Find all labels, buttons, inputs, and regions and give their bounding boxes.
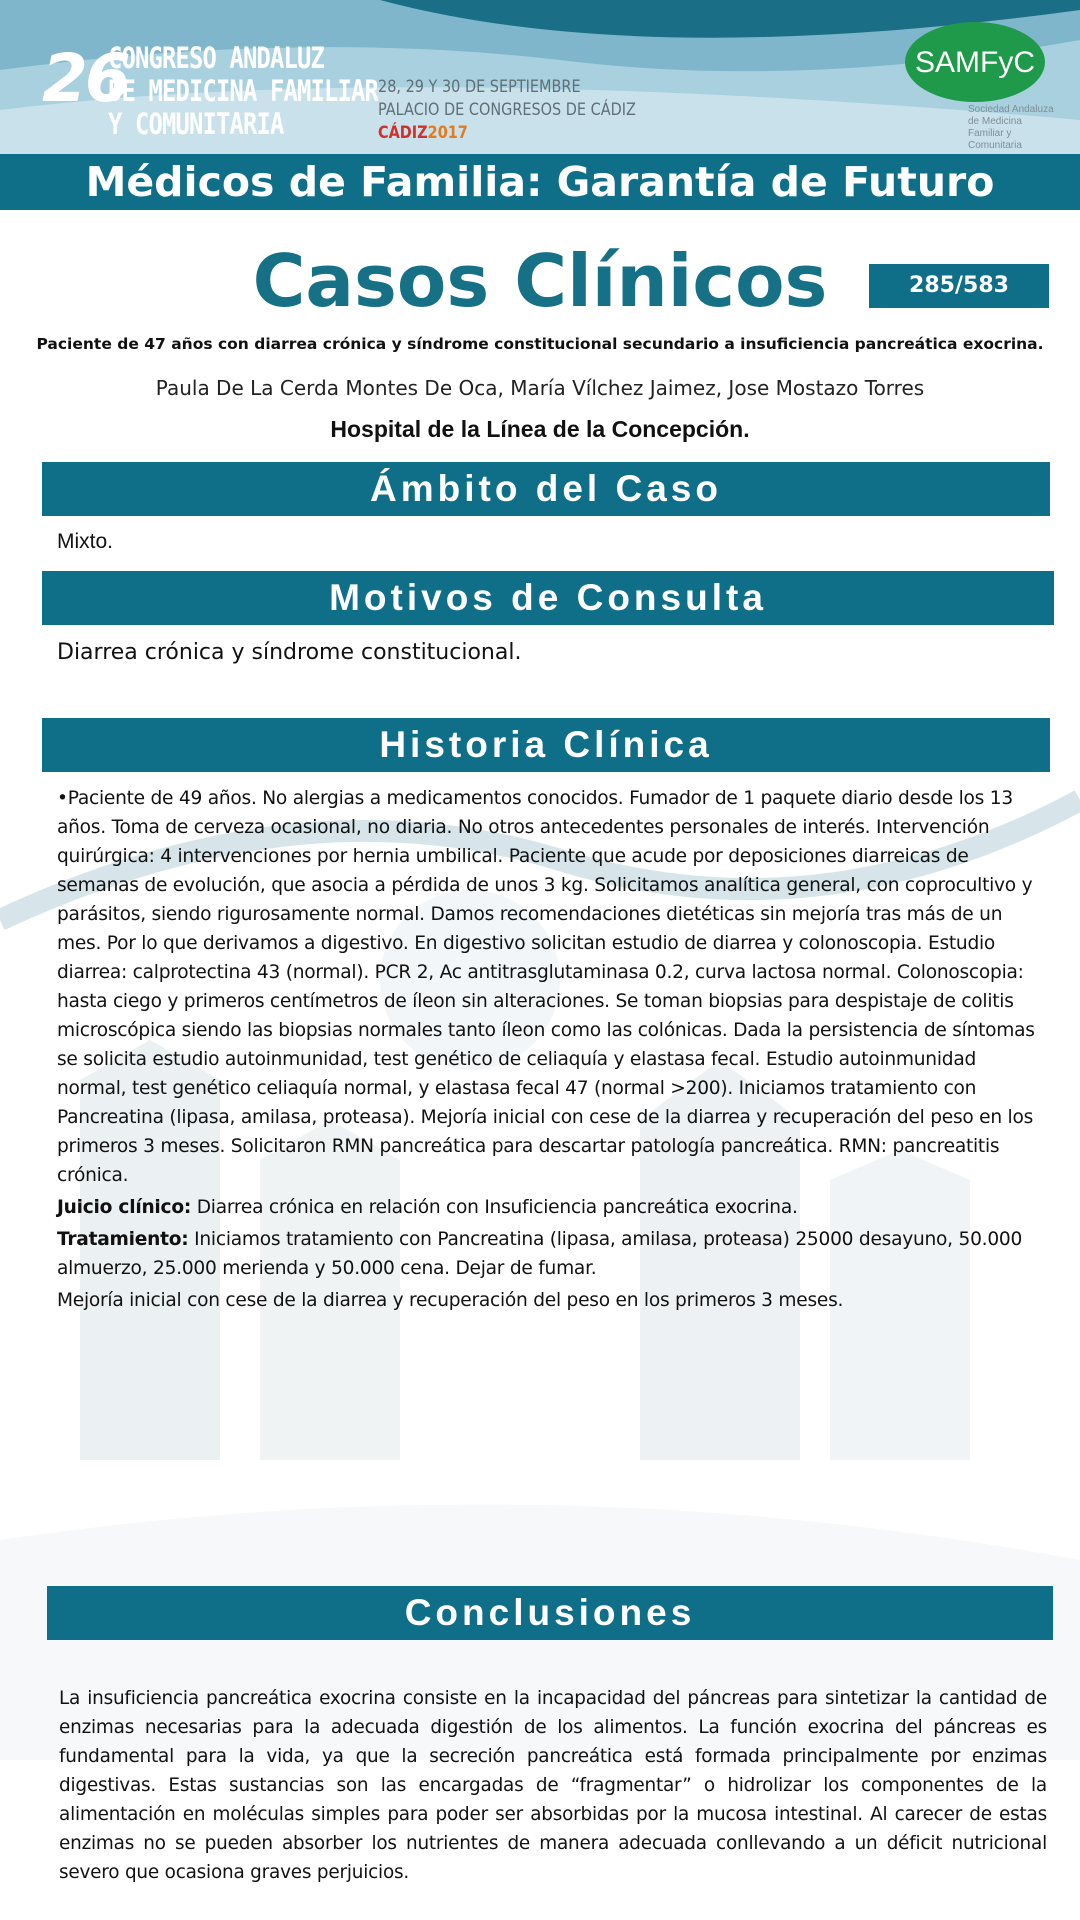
juicio-label: Juicio clínico: xyxy=(57,1197,192,1218)
juicio-clinico xyxy=(57,1193,1047,1222)
congress-line-1: CONGRESO ANDALUZ xyxy=(108,41,324,75)
conclusiones-heading: Conclusiones xyxy=(47,1586,1053,1640)
event-venue: PALACIO DE CONGRESOS DE CÁDIZ xyxy=(378,100,636,120)
conclusiones-text: La insuficiencia pancreática exocrina consiste en la incapacidad del páncreas para sintetizar la cantidad de enzimas necesarias para la adecuada digestión de los alimentos. La función exocrina del páncreas es fundamental para la vida, ya que la secreción pancreática está formada principalmente por enzimas digestivas. Estas sustancias son las encargadas de “fragmentar” o hidrolizar los componentes de la alimentación en moléculas simples para poder ser absorbidas por la mucosa intestinal. Al carecer de estas enzimas no se pueden absorber los nutrientes de manera adecuada conllevando a un déficit nutricional severo que ocasiona graves perjuicios. xyxy=(59,1688,1047,1883)
samfyc-logo xyxy=(904,20,1046,104)
congress-name xyxy=(108,42,378,141)
motivos-text: Diarrea crónica y síndrome constitucional. xyxy=(57,640,522,665)
historia-paragraph: •Paciente de 49 años. No alergias a medicamentos conocidos. Fumador de 1 paquete diario desde los 13 años. Toma de cerveza ocasional, no diaria. No otros antecedentes personales de interés. Intervención quirúrgica: 4 intervenciones por hernia umbilical. Paciente que acude por deposiciones diarreicas de semanas de evolución, que asocia a pérdida de unos 3 kg. Solicitamos analítica general, con coprocultivo y parásitos, siendo rigurosamente normal. Damos recomendaciones dietéticas sin mejoría tras más de un mes. Por lo que derivamos a digestivo. En digestivo solicitan estudio de diarrea y colonoscopia. Estudio diarrea: calprotectina 43 (normal). PCR 2, Ac antitrasglutaminasa 0.2, curva lactosa normal. Colonoscopia: hasta ciego y primeros centímetros de íleon sin alteraciones. Se toman biopsias para despistaje de colitis microscópica siendo las biopsias normales tanto íleon como las colónicas. Dada la persistencia de síntomas se solicita estudio autoinmunidad, test genético de celiaquía y elastasa fecal. Estudio autoinmunidad normal, test genético celiaquía normal, y elastasa fecal 47 (normal >200). Iniciamos tratamiento con Pancreatina (lipasa, amilasa, proteasa). Mejoría inicial con cese de la diarrea y recuperación del peso en los primeros 3 meses. Solicitaron RMN pancreática para descartar patología pancreática. RMN: pancreatitis crónica. xyxy=(57,788,1035,1186)
event-city: CÁDIZ xyxy=(378,123,428,143)
tratamiento-label: Tratamiento: xyxy=(57,1229,189,1250)
case-number-badge: 285/583 xyxy=(869,264,1049,308)
historia-heading: Historia Clínica xyxy=(42,718,1050,772)
ambito-heading: Ámbito del Caso xyxy=(42,462,1050,516)
slogan-text: Médicos de Familia: Garantía de Futuro xyxy=(85,158,995,206)
event-info xyxy=(378,76,636,145)
hospital-name: Hospital de la Línea de la Concepción. xyxy=(330,416,750,442)
juicio-text: Diarrea crónica en relación con Insuficiencia pancreática exocrina. xyxy=(191,1197,798,1218)
ambito-text: Mixto. xyxy=(57,530,114,553)
evolucion-text: Mejoría inicial con cese de la diarrea y recuperación del peso en los primeros 3 meses. xyxy=(57,1290,844,1311)
tratamiento xyxy=(57,1225,1047,1283)
motivos-heading: Motivos de Consulta xyxy=(42,571,1054,625)
case-subtitle: Paciente de 47 años con diarrea crónica y síndrome constitucional secundario a insuficiencia pancreática exocrina. xyxy=(36,335,1044,353)
poster-title: Casos Clínicos xyxy=(252,239,828,323)
event-year: 2017 xyxy=(427,123,468,143)
authors: Paula De La Cerda Montes De Oca, María Vílchez Jaimez, Jose Mostazo Torres xyxy=(155,376,925,400)
congress-line-2: DE MEDICINA FAMILIAR xyxy=(108,74,378,108)
historia-body xyxy=(57,784,1047,1318)
tratamiento-text: Iniciamos tratamiento con Pancreatina (lipasa, amilasa, proteasa) 25000 desayuno, 50.000 almuerzo, 25.000 merienda y 50.000 cena. Dejar de fumar. xyxy=(57,1229,1023,1279)
event-city-year xyxy=(378,122,636,145)
logo-subtitle: Sociedad Andaluza de Medicina Familiar y Comunitaria xyxy=(968,104,1054,151)
edition-number: 26 xyxy=(42,40,128,117)
congress-line-3: Y COMUNITARIA xyxy=(108,107,284,141)
logo-text: SAMFyC xyxy=(915,46,1035,79)
event-dates: 28, 29 Y 30 DE SEPTIEMBRE xyxy=(378,77,581,97)
